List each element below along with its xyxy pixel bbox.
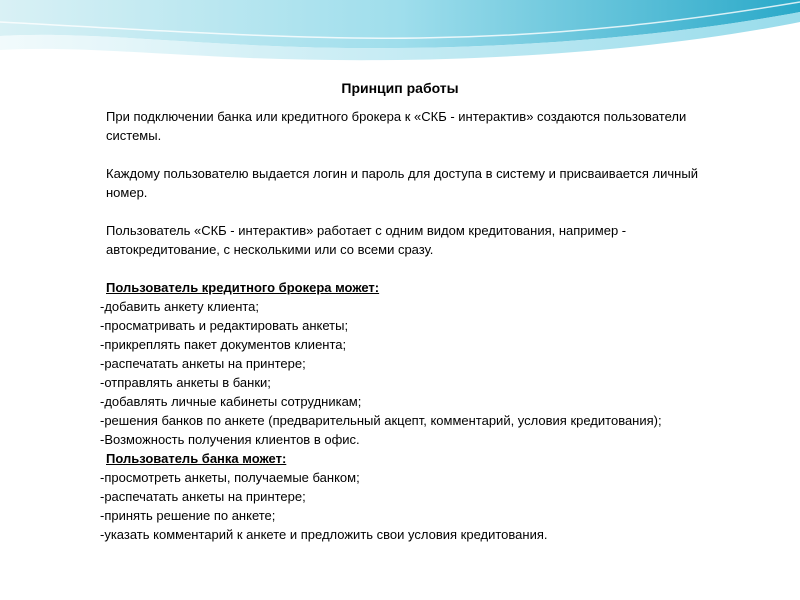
list-item: -добавить анкету клиента;	[100, 299, 260, 314]
paragraph-intro: При подключении банка или кредитного брокера к «СКБ - интерактив» создаются пользователи системы.	[106, 109, 687, 143]
slide-title-text: Принцип работы	[341, 80, 459, 96]
list-item: -распечатать анкеты на принтере;	[100, 356, 306, 371]
list-item: -добавлять личные кабинеты сотрудникам;	[100, 394, 362, 409]
list-item: -распечатать анкеты на принтере;	[100, 489, 306, 504]
bank-list	[100, 468, 740, 544]
broker-heading: Пользователь кредитного брокера может:	[106, 280, 380, 295]
list-item: -Возможность получения клиентов в офис.	[100, 432, 360, 447]
list-item: -указать комментарий к анкете и предложить свои условия кредитования.	[100, 527, 548, 542]
list-item: -просматривать и редактировать анкеты;	[100, 318, 349, 333]
list-item: -просмотреть анкеты, получаемые банком;	[100, 470, 360, 485]
paragraph-login: Каждому пользователю выдается логин и пароль для доступа в систему и присваивается личный номер.	[106, 166, 698, 200]
slide-title	[0, 80, 800, 96]
list-item: -принять решение по анкете;	[100, 508, 276, 523]
bank-heading: Пользователь банка может:	[106, 451, 287, 466]
broker-list	[100, 297, 740, 449]
list-item: -прикреплять пакет документов клиента;	[100, 337, 347, 352]
slide-content	[100, 107, 740, 544]
list-item: -отправлять анкеты в банки;	[100, 375, 271, 390]
paragraph-credit-types: Пользователь «СКБ - интерактив» работает с одним видом кредитования, например - автокредитование, с несколькими или со всеми сразу.	[106, 223, 627, 257]
list-item: -решения банков по анкете (предварительный акцепт, комментарий, условия кредитования);	[100, 413, 662, 428]
decorative-wave-header	[0, 0, 800, 70]
